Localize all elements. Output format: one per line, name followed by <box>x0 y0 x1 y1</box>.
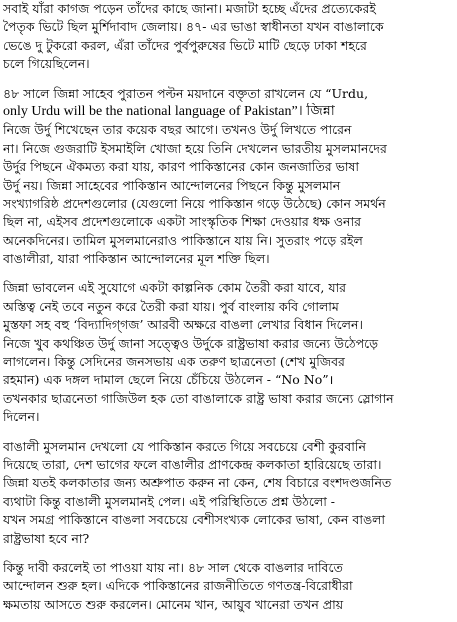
paragraph-spacer <box>3 268 457 279</box>
text-line: মুস্তফা সহ বহু ‘বিদ্যাদিগ্‌গজ’ আরবী অক্ষরে বাঙলা লেখার বিধান দিলেন। <box>3 317 363 333</box>
text-line: অনেকদিনের। তামিল মুসলমানেরাও পাকিস্তানে যায় নি। সুতরাং পড়ে রইল <box>3 232 363 248</box>
text-line: দিয়েছে তারা, দেশ ভাগের ফলে বাঙালীর প্রাণকেন্দ্র কলকাতা হারিয়েছে তারা। <box>3 456 382 472</box>
text-line: জিন্না যতই কলকাতার জন্য অশ্রুপাত করুন না কেন, শেষ বিচারে বংশদণ্ডজনিত <box>3 475 392 491</box>
text-line: নিজে উর্দু শিখেছেন তার কয়েক বছর আগে। তখনও উর্দু লিখতে পারেন <box>3 122 352 138</box>
text-line: পৈতৃক ভিটে ছিল মুর্শিদাবাদ জেলায়। ৪৭- এর ভাঙা স্বাধীনতা যখন বাঙালাকে <box>3 19 384 35</box>
text-line: আন্দোলন শুরু হল। এদিকে পাকিস্তানের রাজনীতিতে গণতন্ত্র-বিরোধীরা <box>3 578 353 594</box>
text-line: দিলেন। <box>3 409 40 425</box>
text-line: ক্ষমতায় আসতে শুরু করলেন। মোনেম খান, আয়ুব খানেরা তখন প্রায় <box>3 596 344 612</box>
text-line: উর্দুর পিছনে ঐকমত্য করা যায়, কারণ পাকিস্তানের কোন জনজাতির ভাষা <box>3 159 360 175</box>
paragraph-spacer <box>3 74 457 85</box>
text-line: ব্যথাটা কিন্তু বাঙালী মুসলমানই পেল। এই পরিস্থিতিতে প্রশ্ন উঠলো - <box>3 493 336 509</box>
text-line: বাঙালী মুসলমান দেখলো যে পাকিস্তান করতে গিয়ে সবচেয়ে বেশী কুরবানি <box>3 438 366 454</box>
text-line: ছিল না, এইসব প্রদেশগুলোকে একটা সাংস্কৃতিক শিক্ষা দেওয়ার ধক্ষ ওনার <box>3 214 362 230</box>
text-line: জিন্না ভাবলেন এই সুযোগে একটা কাল্পনিক কোম তৈরী করা যাবে, যার <box>3 280 347 296</box>
text-line: লাগলেন। কিন্তু সেদিনের জনসভায় এক তরুণ ছাত্রনেতা (শেখ মুজিবর <box>3 354 345 370</box>
text-line: নিজে খুব কথঞ্চিত উর্দু জানা সত্ত্বেও উর্দুকে রাষ্ট্রভাষা করার জন্যে উঠেপড়ে <box>3 335 379 351</box>
text-line: বাঙালীরা, যারা পাকিস্তান আন্দোলনের মূল শক্তি ছিল। <box>3 251 270 267</box>
text-line: ৪৮ সালে জিন্না সাহেব পুরাতন পল্টন ময়দানে বক্তৃতা রাখলেন যে “Urdu, <box>3 85 369 101</box>
text-line: তখনকার ছাত্রনেতা গাজিউল হক তো বাঙালাকে রাষ্ট্র ভাষা করার জন্যে স্লোগান <box>3 390 394 406</box>
text-line: অস্তিত্ব নেই তবে নতুন করে তৈরী করা যায়। পুর্ব বাংলায় কবি গোলাম <box>3 298 339 314</box>
paragraph-spacer <box>3 427 457 438</box>
text-line: না। নিজে গুজরাটি ইসমাইলি খোজা হয়ে তিনি দেখলেন ভারতীয় মুসলমানদের <box>3 140 387 156</box>
text-line: only Urdu will be the national language of Pakistan”। জিন্না <box>3 103 335 119</box>
paragraph-5 <box>3 559 457 614</box>
paragraph-3 <box>3 279 457 426</box>
text-line: সবাই যাঁরা কাগজ পড়েন তাঁদের কাছে জানা। মজাটা হচ্ছে এঁদের প্রত্যেকেরই <box>3 1 376 16</box>
text-line: উর্দু নয়। জিন্না সাহেবের পাকিস্তান আন্দোলনের পিছনে কিন্তু মুসলমান <box>3 177 341 193</box>
text-line: কিন্তু দাবী করলেই তা পাওয়া যায় না। ৪৮ সাল থেকে বাঙলার দাবিতে <box>3 559 343 575</box>
text-line: চলে গিয়েছিলেন। <box>3 56 90 72</box>
paragraph-1 <box>3 0 457 74</box>
text-line: যখন সমগ্র পাকিস্তানে বাঙলা সবচেয়ে বেশীসংখ্যক লোকের ভাষা, কেন বাঙলা <box>3 512 386 528</box>
paragraph-2 <box>3 85 457 269</box>
paragraph-4 <box>3 438 457 548</box>
text-line: ভেঙে দু টুকরো করল, এঁরা তাঁদের পুর্বপুরুষের ভিটে মাটি ছেড়ে ঢাকা শহরে <box>3 37 367 53</box>
paragraph-spacer <box>3 548 457 559</box>
text-line: রহমান) এক দঙ্গল দামাল ছেলে নিয়ে চেঁচিয়ে উঠলেন - “No No”। <box>3 372 334 388</box>
text-line: সংখ্যাগরিষ্ঠ প্রদেশগুলোর (যেগুলো নিয়ে পাকিস্তান গড়ে উঠেছে) কোন সমর্থন <box>3 195 386 211</box>
text-line: রাষ্ট্রভাষা হবে না? <box>3 530 90 546</box>
